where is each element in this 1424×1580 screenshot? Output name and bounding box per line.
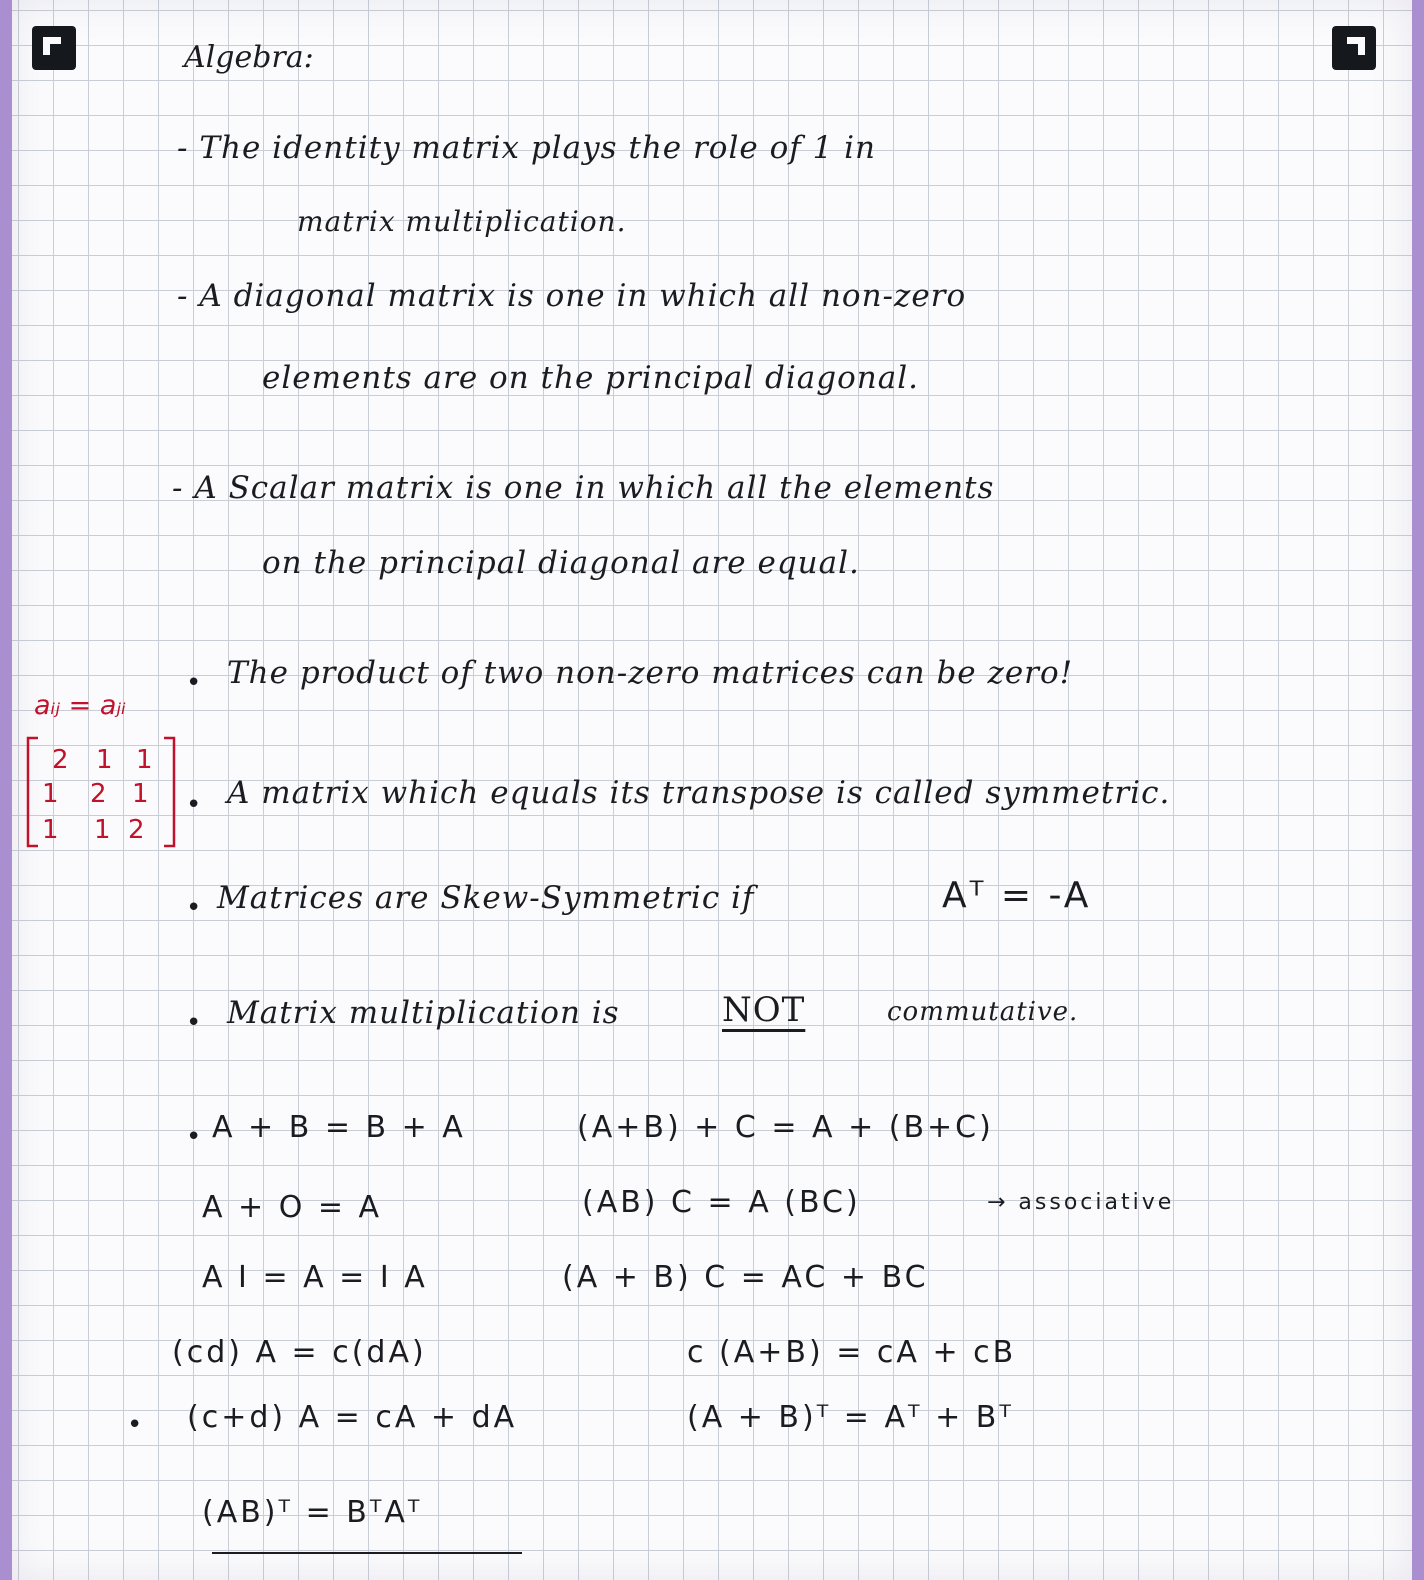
property-left-1: A + B = B + A	[212, 1110, 466, 1145]
matrix-cell: 1	[96, 745, 113, 775]
note-diagonal-line-1: - A diagonal matrix is one in which all non-zero	[177, 278, 967, 314]
matrix-cell: 2	[128, 815, 145, 845]
note-not-commutative: Matrix multiplication is	[227, 995, 620, 1031]
note-zero-product: The product of two non-zero matrices can be zero!	[227, 655, 1074, 691]
property-left-5: (c+d) A = cA + dA	[187, 1400, 518, 1435]
note-skew-symmetric: Matrices are Skew-Symmetric if	[217, 880, 755, 916]
underline-divider	[212, 1552, 522, 1554]
property-right-3: (A + B) C = AC + BC	[562, 1260, 929, 1295]
note-scalar-line-1: - A Scalar matrix is one in which all the elements	[172, 470, 995, 506]
property-left-4: (cd) A = c(dA)	[172, 1335, 427, 1370]
matrix-cell: 1	[42, 815, 59, 845]
notebook-page	[12, 0, 1412, 1580]
matrix-left-bracket	[28, 738, 38, 846]
property-left-3: A I = A = I A	[202, 1260, 428, 1295]
page-title: Algebra:	[184, 40, 314, 75]
matrix-cell: 2	[52, 745, 69, 775]
property-right-5: (A + B)ᵀ = Aᵀ + Bᵀ	[687, 1400, 1014, 1435]
bullet-dot-icon: •	[186, 790, 202, 820]
corner-marker-top-left-icon	[32, 26, 76, 70]
property-right-2: (AB) C = A (BC)	[582, 1185, 861, 1220]
bullet-dot-icon: •	[186, 668, 202, 698]
note-scalar-line-2: on the principal diagonal are equal.	[262, 545, 860, 581]
note-commutative-word: commutative.	[887, 997, 1079, 1027]
bullet-dot-icon: •	[186, 893, 202, 923]
emphasis-not: NOT	[722, 990, 806, 1030]
symmetric-matrix-example	[24, 734, 184, 852]
matrix-right-bracket	[164, 738, 174, 846]
skew-formula: Aᵀ = -A	[942, 875, 1092, 916]
corner-marker-top-right-icon	[1332, 26, 1376, 70]
matrix-cell: 1	[42, 779, 59, 809]
property-left-6: (AB)ᵀ = BᵀAᵀ	[202, 1495, 423, 1530]
note-identity-line-1: - The identity matrix plays the role of 1 in	[177, 130, 877, 166]
bullet-dot-icon: •	[186, 1122, 202, 1152]
bullet-dot-icon: •	[186, 1008, 202, 1038]
property-right-4: c (A+B) = cA + cB	[687, 1335, 1017, 1370]
note-identity-line-2: matrix multiplication.	[297, 205, 627, 238]
matrix-cell: 2	[90, 779, 107, 809]
note-symmetric: A matrix which equals its transpose is called symmetric.	[227, 775, 1171, 811]
symmetric-condition-annotation: aᵢⱼ = aⱼᵢ	[34, 690, 126, 721]
matrix-cell: 1	[132, 779, 149, 809]
bullet-dot-icon: •	[127, 1410, 143, 1440]
matrix-cell: 1	[94, 815, 111, 845]
note-diagonal-line-2: elements are on the principal diagonal.	[262, 360, 920, 396]
property-left-2: A + O = A	[202, 1190, 383, 1225]
property-right-1: (A+B) + C = A + (B+C)	[577, 1110, 994, 1145]
associative-label: → associative	[987, 1190, 1175, 1215]
matrix-cell: 1	[136, 745, 153, 775]
